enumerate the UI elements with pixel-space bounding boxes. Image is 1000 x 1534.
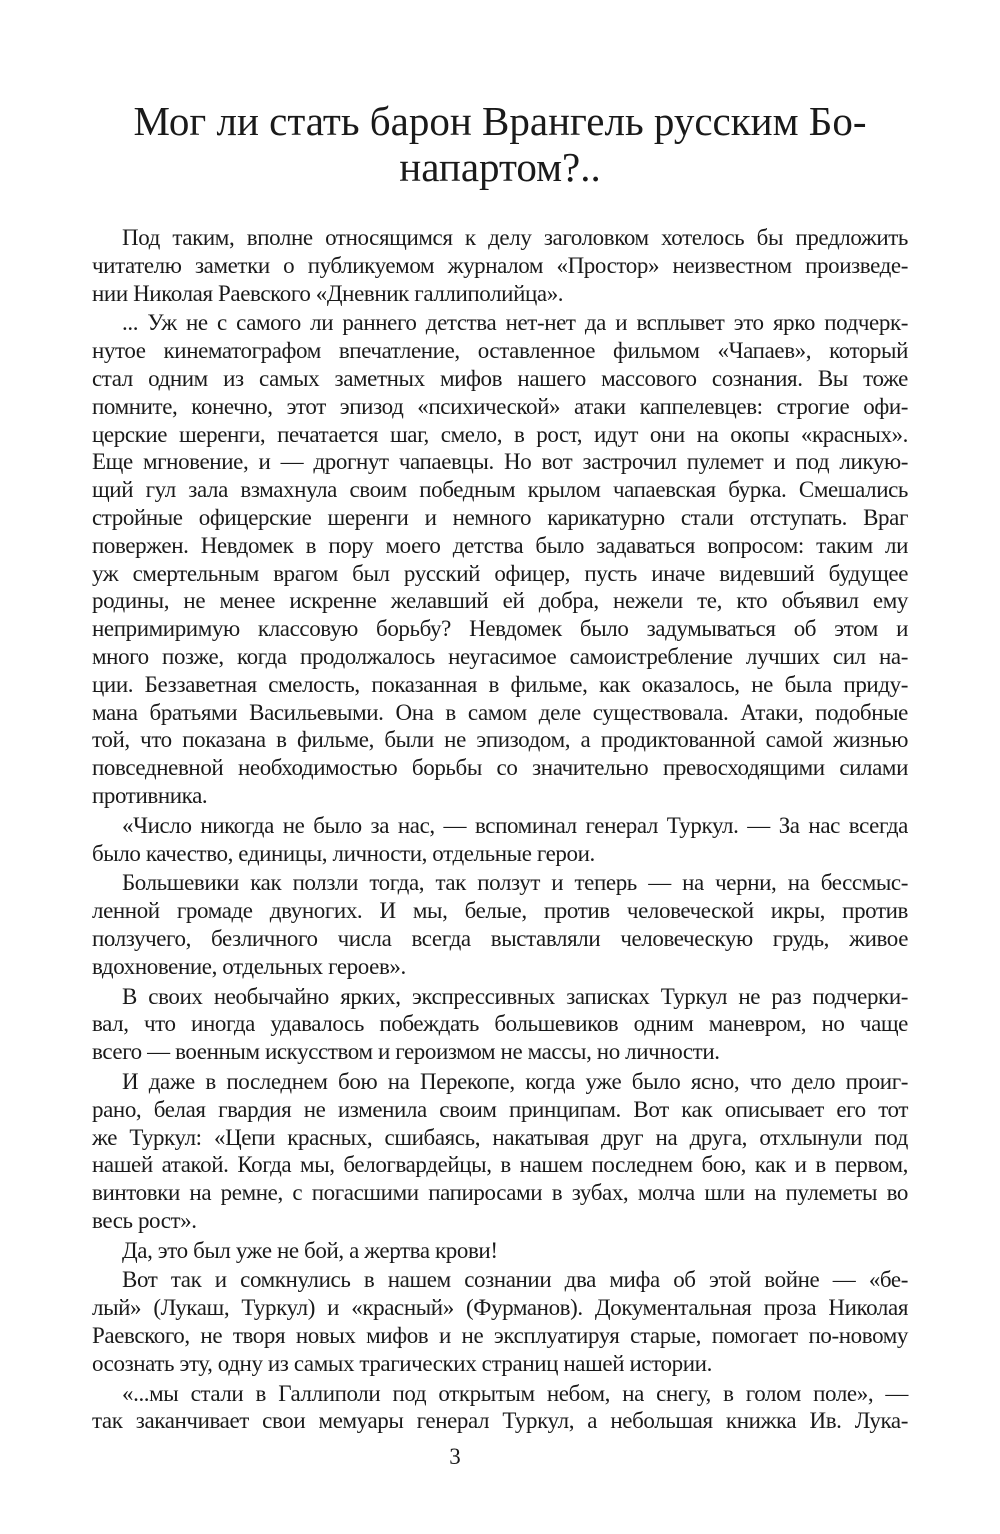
text-line: вал, что иногда удавалось побеждать большевиков одним маневром, но чаще xyxy=(92,1011,908,1037)
text-line: противника. xyxy=(92,782,208,808)
text-line: нашей атакой. Когда мы, белогвардейцы, в нашем последнем бою, как и в первом, xyxy=(92,1152,908,1178)
text-line: нутое кинематографом впечатление, оставленное фильмом «Чапаев», который xyxy=(92,338,908,364)
paragraph xyxy=(92,812,908,868)
title-line-1: Мог ли стать барон Врангель русским Бо- xyxy=(133,98,867,144)
text-line: непримиримую классовую борьбу? Невдомек было задумываться об этом и xyxy=(92,616,908,642)
text-line: стал одним из самых заметных мифов нашего массового сознания. Вы тоже xyxy=(92,365,908,391)
text-line: щий гул зала взмахнула своим победным крылом чапаевская бурка. Смешались xyxy=(92,477,908,503)
text-line: так заканчивает свои мемуары генерал Туркул, а небольшая книжка Ив. Лука- xyxy=(92,1408,908,1434)
text-line: осознать эту, одну из самых трагических страниц нашей истории. xyxy=(92,1350,712,1376)
text-line: всего — военным искусством и героизмом не массы, но личности. xyxy=(92,1039,720,1065)
text-line: «Число никогда не было за нас, — вспоминал генерал Туркул. — За нас всегда xyxy=(122,812,908,838)
paragraph xyxy=(92,1237,908,1265)
text-line: было качество, единицы, личности, отдельные герои. xyxy=(92,840,595,866)
text-line: помните, конечно, этот эпизод «психической» атаки каппелевцев: строгие офи- xyxy=(92,393,908,419)
text-line: ции. Беззаветная смелость, показанная в фильме, как оказалось, не была приду- xyxy=(92,671,908,697)
text-line: уж смертельным врагом был русский офицер, пусть иначе видевший будущее xyxy=(92,560,908,586)
text-line: «...мы стали в Галлиполи под открытым небом, на снегу, в голом поле», — xyxy=(122,1380,908,1406)
text-line: ... Уж не с самого ли раннего детства нет-нет да и всплывет это ярко подчерк- xyxy=(122,310,908,336)
text-line: стройные офицерские шеренги и немного карикатурно стали отступать. Враг xyxy=(92,504,908,530)
paragraph xyxy=(92,869,908,980)
text-line: Раевского, не творя новых мифов и не эксплуатируя старые, помогает по-новому xyxy=(92,1323,908,1349)
paragraph xyxy=(92,309,908,809)
text-line: Вот так и сомкнулись в нашем сознании два мифа об этой войне — «бе- xyxy=(122,1267,908,1293)
text-line: церские шеренги, печатается шаг, смело, в рост, идут они на окопы «красных». xyxy=(92,421,908,447)
text-line: нии Николая Раевского «Дневник галлиполийца». xyxy=(92,280,564,306)
text-line: читателю заметки о публикуемом журналом «Простор» неизвестном произведе- xyxy=(92,252,908,278)
text-line: И даже в последнем бою на Перекопе, когда уже было ясно, что дело проиг- xyxy=(122,1068,908,1094)
text-line: повержен. Невдомек в пору моего детства было задаваться вопросом: таким ли xyxy=(92,532,908,558)
text-line: Большевики как ползли тогда, так ползут и теперь — на черни, на бессмыс- xyxy=(122,870,908,896)
page-title xyxy=(80,98,920,190)
text-line: Под таким, вполне относящимся к делу заголовком хотелось бы предложить xyxy=(122,225,908,250)
text-line: В своих необычайно ярких, экспрессивных записках Туркул не раз подчерки- xyxy=(122,983,908,1009)
paragraph xyxy=(92,1068,908,1235)
text-line: мана братьями Васильевыми. Она в самом деле существовала. Атаки, подобные xyxy=(92,699,908,725)
text-line: рано, белая гвардия не изменила своим принципам. Вот как описывает его тот xyxy=(92,1096,908,1122)
page-number: 3 xyxy=(449,1444,461,1469)
text-line: Да, это был уже не бой, а жертва крови! xyxy=(122,1237,498,1263)
text-line: ползучего, безличного числа всегда выставляли человеческую грудь, живое xyxy=(92,925,908,951)
paragraph xyxy=(92,983,908,1066)
paragraph xyxy=(92,1380,908,1436)
paragraph xyxy=(92,224,908,307)
text-line: много позже, когда продолжалось неугасимое самоистребление лучших сил на- xyxy=(92,643,908,669)
text-line: же Туркул: «Цепи красных, сшибаясь, накатывая друг на друга, отхлынули под xyxy=(92,1124,908,1150)
text-line: лый» (Лукаш, Туркул) и «красный» (Фурманов). Документальная проза Николая xyxy=(92,1295,908,1321)
text-line: вдохновение, отдельных героев». xyxy=(92,953,406,979)
text-line: повседневной необходимостью борьбы со значительно превосходящими силами xyxy=(92,755,908,781)
text-line: винтовки на ремне, с погасшими папиросами в зубах, молча шли на пулеметы во xyxy=(92,1180,908,1206)
text-line: ленной громаде двуногих. И мы, белые, против человеческой икры, против xyxy=(92,898,908,924)
title-line-2: напартом?.. xyxy=(399,144,601,190)
text-line: Еще мгновение, и — дрогнут чапаевцы. Но вот застрочил пулемет и под ликую- xyxy=(92,449,908,475)
article-body xyxy=(92,224,908,1437)
text-line: родины, не менее искренне желавший ей добра, нежели те, кто объявил ему xyxy=(92,588,908,614)
paragraph xyxy=(92,1266,908,1377)
text-line: той, что показана в фильме, были не эпизодом, а продиктованной самой жизнью xyxy=(92,727,908,753)
text-line: весь рост». xyxy=(92,1207,197,1233)
